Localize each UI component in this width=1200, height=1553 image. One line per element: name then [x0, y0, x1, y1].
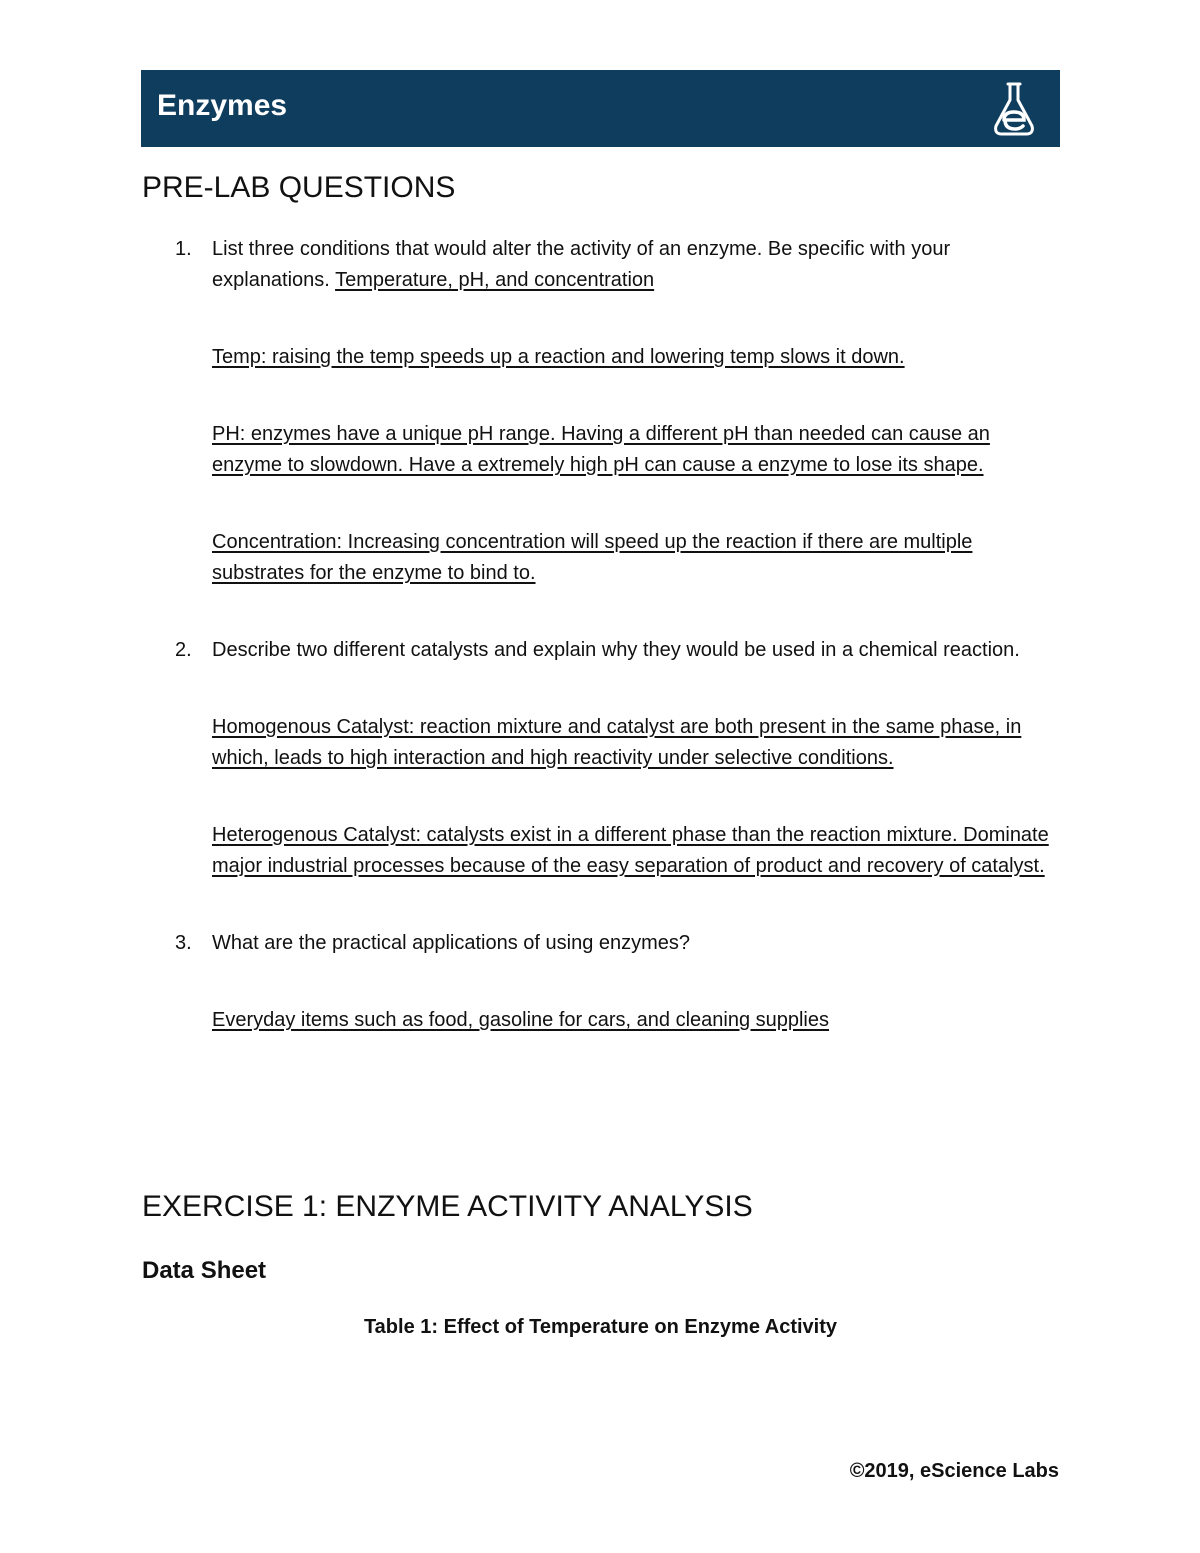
answer-paragraph: Homogenous Catalyst: reaction mixture and catalyst are both present in the same phase, in which, leads to high interaction and high reactivity under selective conditions. [212, 716, 1022, 769]
prelab-heading: PRE-LAB QUESTIONS [142, 171, 456, 204]
answer-paragraph: Temp: raising the temp speeds up a reaction and lowering temp slows it down. [212, 346, 905, 368]
question-number: 1. [175, 238, 192, 260]
question-number: 2. [175, 639, 192, 661]
data-sheet-heading: Data Sheet [142, 1257, 267, 1284]
question-number: 3. [175, 932, 192, 954]
question-prompt-text: List three conditions that would alter the activity of an enzyme. Be specific with your explanations. [212, 238, 951, 291]
question-prompt: Describe two different catalysts and explain why they would be used in a chemical reaction. [212, 639, 1020, 661]
header-band [141, 70, 1060, 147]
answer-paragraph: Heterogenous Catalyst: catalysts exist in a different phase than the reaction mixture. Dominate major industrial processes because of the easy separation of product and recovery of catalyst. [212, 824, 1049, 877]
document-title: Enzymes [157, 89, 288, 122]
answer-paragraph: PH: enzymes have a unique pH range. Having a different pH than needed can cause an enzyme to slowdown. Have a extremely high pH can cause a enzyme to lose its shape. [212, 423, 990, 476]
question-item [142, 928, 1060, 1036]
flask-e-logo-icon [990, 80, 1038, 138]
answer-paragraph: Concentration: Increasing concentration will speed up the reaction if there are multiple substrates for the enzyme to bind to. [212, 531, 973, 584]
question-item [142, 635, 1060, 882]
inline-answer: Temperature, pH, and concentration [335, 269, 655, 291]
answer-paragraph: Everyday items such as food, gasoline for cars, and cleaning supplies [212, 1009, 830, 1031]
question-item [142, 234, 1060, 589]
table-caption: Table 1: Effect of Temperature on Enzyme Activity [363, 1316, 838, 1338]
question-prompt: What are the practical applications of using enzymes? [212, 932, 691, 954]
question-prompt [212, 234, 1060, 296]
exercise-heading: EXERCISE 1: ENZYME ACTIVITY ANALYSIS [142, 1190, 753, 1223]
copyright-footer: ©2019, eScience Labs [849, 1460, 1059, 1482]
question-list [142, 234, 1060, 1036]
